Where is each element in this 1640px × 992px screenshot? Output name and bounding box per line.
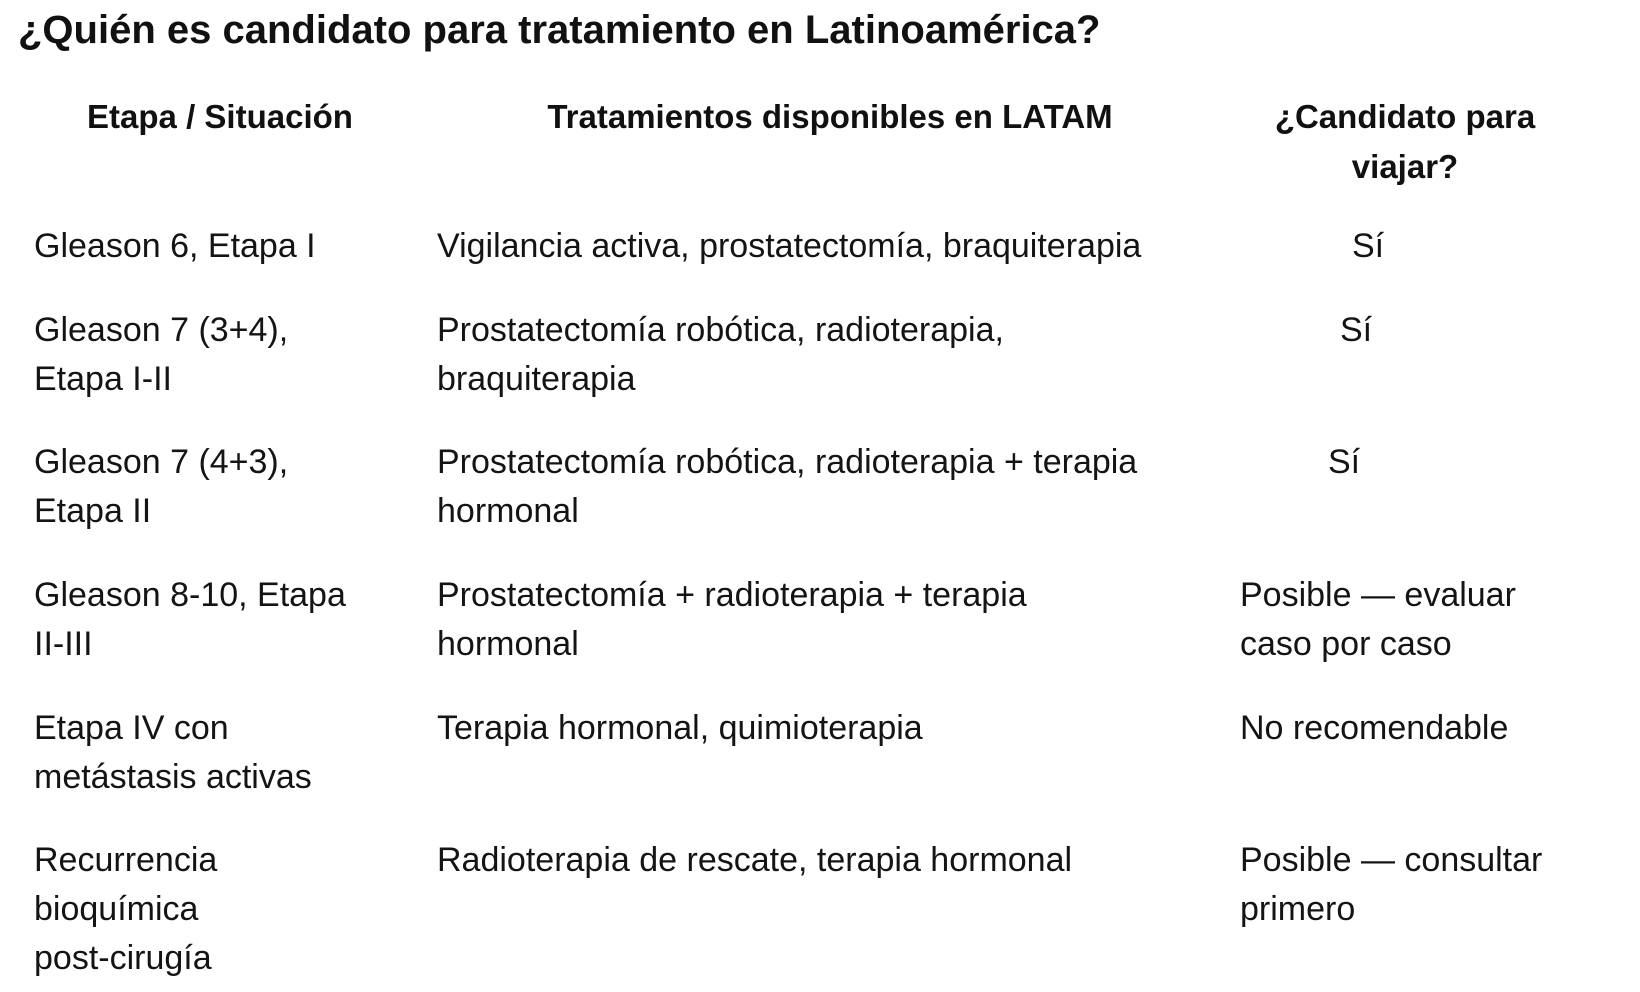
treatments-cell: Radioterapia de rescate, terapia hormonal — [437, 841, 1073, 879]
candidate-cell: No recomendable — [1240, 709, 1509, 747]
stage-cell: Gleason 7 (3+4), Etapa I-II — [34, 311, 289, 398]
column-header-candidate: ¿Candidato para viajar? — [1274, 98, 1536, 185]
stage-cell: Gleason 8-10, Etapa II-III — [34, 576, 346, 663]
stage-cell: Recurrencia bioquímica post-cirugía — [34, 841, 218, 977]
candidate-cell: Posible — evaluar caso por caso — [1240, 576, 1516, 663]
treatments-cell: Prostatectomía robótica, radioterapia + terapia hormonal — [437, 443, 1138, 530]
candidate-cell: Sí — [1328, 443, 1361, 481]
column-header-stage: Etapa / Situación — [87, 98, 353, 135]
treatments-cell: Prostatectomía robótica, radioterapia, braquiterapia — [437, 311, 1004, 398]
treatments-cell: Vigilancia activa, prostatectomía, braquiterapia — [437, 227, 1142, 265]
treatments-cell: Terapia hormonal, quimioterapia — [437, 709, 923, 747]
page-title: ¿Quién es candidato para tratamiento en Latinoamérica? — [18, 8, 1101, 52]
candidate-cell: Sí — [1352, 227, 1385, 265]
stage-cell: Gleason 6, Etapa I — [34, 227, 316, 265]
treatments-cell: Prostatectomía + radioterapia + terapia hormonal — [437, 576, 1027, 663]
candidate-cell: Sí — [1340, 311, 1373, 349]
column-header-treatments: Tratamientos disponibles en LATAM — [547, 98, 1113, 135]
candidate-cell: Posible — consultar primero — [1240, 841, 1543, 928]
stage-cell: Gleason 7 (4+3), Etapa II — [34, 443, 289, 530]
stage-cell: Etapa IV con metástasis activas — [34, 709, 312, 796]
